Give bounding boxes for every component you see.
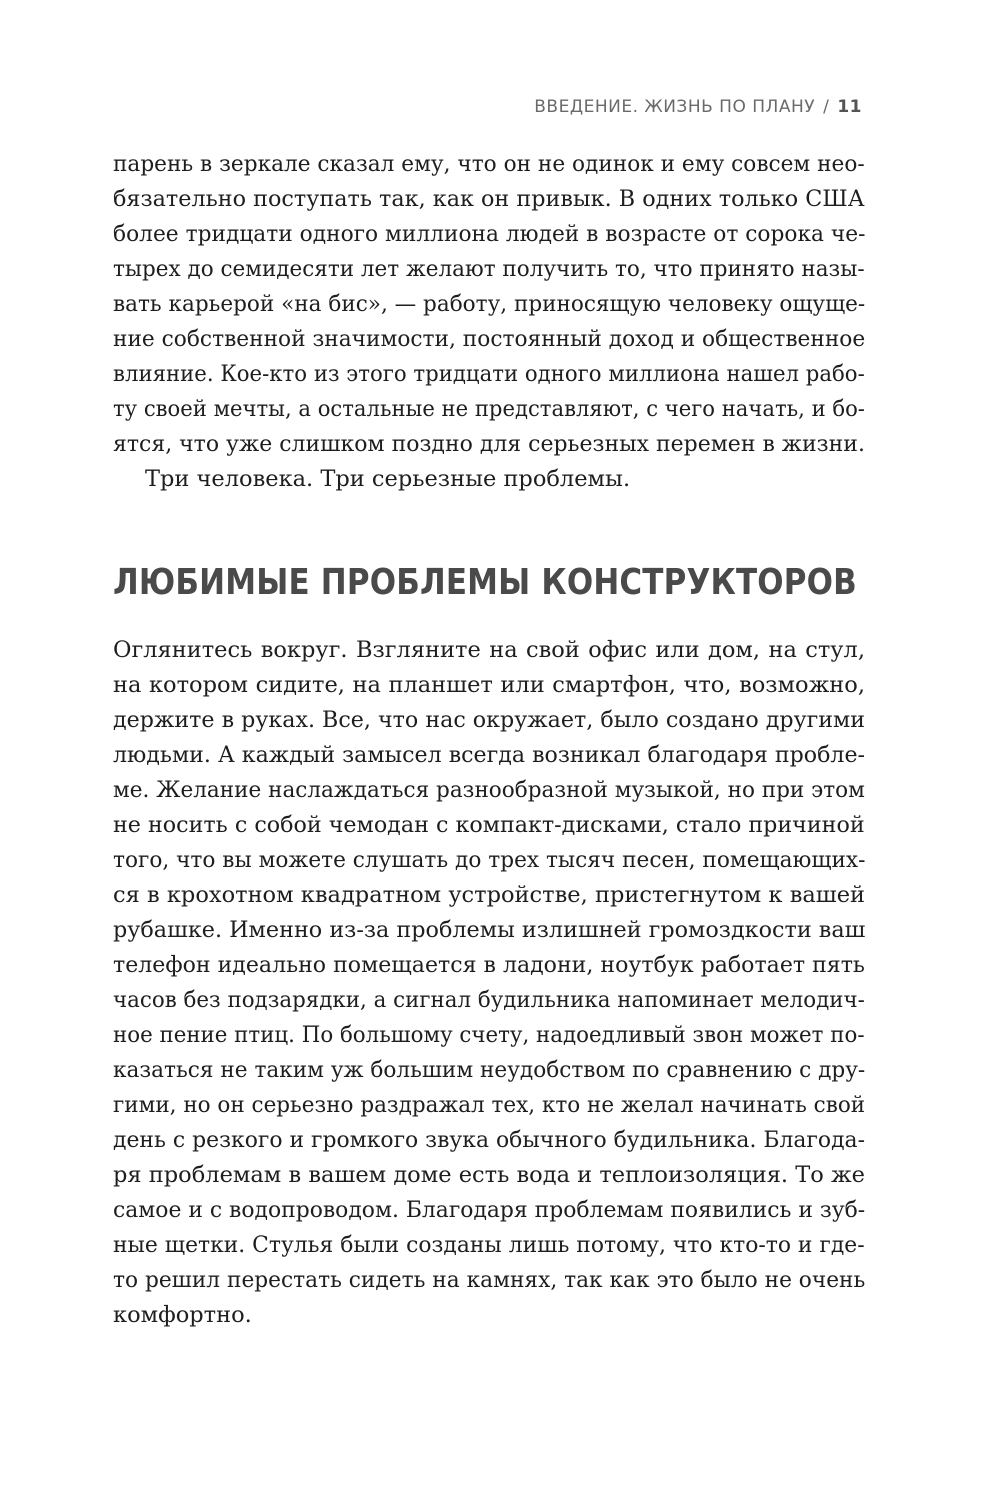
text-line: ятся, что уже слишком поздно для серьезных перемен в жизни. <box>113 431 865 457</box>
text-line: вать карьерой «на бис», — работу, приносящую человеку ощуще- <box>113 291 866 317</box>
section-heading: ЛЮБИМЫЕ ПРОБЛЕМЫ КОНСТРУКТОРОВ <box>113 562 857 603</box>
text-line: ные щетки. Стулья были созданы лишь потому, что кто-то и где- <box>113 1232 865 1258</box>
text-line: ное пение птиц. По большому счету, надоедливый звон может по- <box>113 1022 865 1048</box>
paragraph-summary <box>113 462 865 497</box>
text-line: тырех до семидесяти лет желают получить то, что принято назы- <box>113 256 865 282</box>
paragraph-continuation <box>113 147 865 462</box>
text-line: бязательно поступать так, как он привык. В одних только США <box>113 186 865 212</box>
text-line: телефон идеально помещается в ладони, ноутбук работает пять <box>113 952 865 978</box>
running-header <box>534 97 862 117</box>
text-line: более тридцати одного миллиона людей в возрасте от сорока че- <box>113 221 866 247</box>
header-separator: / <box>823 97 830 117</box>
text-line: то решил перестать сидеть на камнях, так как это было не очень <box>113 1267 866 1293</box>
text-line: на котором сидите, на планшет или смартфон, что, возможно, <box>113 672 865 698</box>
text-line: того, что вы можете слушать до трех тысяч песен, помещающих- <box>113 847 866 873</box>
text-line: влияние. Кое-кто из этого тридцати одного миллиона нашел рабо- <box>113 361 865 387</box>
text-line: часов без подзарядки, а сигнал будильника напоминает мелодич- <box>113 987 865 1013</box>
text-line: рубашке. Именно из-за проблемы излишней громоздкости ваш <box>113 917 866 943</box>
page-number: 11 <box>837 97 862 117</box>
text-line: казаться не таким уж большим неудобством по сравнению с дру- <box>113 1057 866 1083</box>
text-line: ря проблемам в вашем доме есть вода и теплоизоляция. То же <box>113 1162 865 1188</box>
text-line: гими, но он серьезно раздражал тех, кто не желал начинать свой <box>113 1092 866 1118</box>
text-line: парень в зеркале сказал ему, что он не одинок и ему совсем нео- <box>113 151 865 177</box>
text-line: людьми. А каждый замысел всегда возникал благодаря пробле- <box>113 742 866 768</box>
text-line: держите в руках. Все, что нас окружает, было создано другими <box>113 707 866 733</box>
text-line: Три человека. Три серьезные проблемы. <box>145 466 631 492</box>
paragraph-body <box>113 633 865 1333</box>
text-line: день с резкого и громкого звука обычного будильника. Благода- <box>113 1127 865 1153</box>
text-line: комфортно. <box>113 1302 252 1328</box>
text-line: ние собственной значимости, постоянный доход и общественное <box>113 326 866 352</box>
text-line: ме. Желание наслаждаться разнообразной музыкой, но при этом <box>113 777 865 803</box>
text-line: ту своей мечты, а остальные не представляют, с чего начать, и бо- <box>113 396 865 422</box>
text-line: ся в крохотном квадратном устройстве, пристегнутом к вашей <box>113 882 865 908</box>
text-line: Оглянитесь вокруг. Взгляните на свой офис или дом, на стул, <box>113 637 865 663</box>
text-line: самое и с водопроводом. Благодаря проблемам появились и зуб- <box>113 1197 866 1223</box>
chapter-title: ВВЕДЕНИЕ. ЖИЗНЬ ПО ПЛАНУ <box>534 97 816 117</box>
text-line: не носить с собой чемодан с компакт-дисками, стало причиной <box>113 812 865 838</box>
